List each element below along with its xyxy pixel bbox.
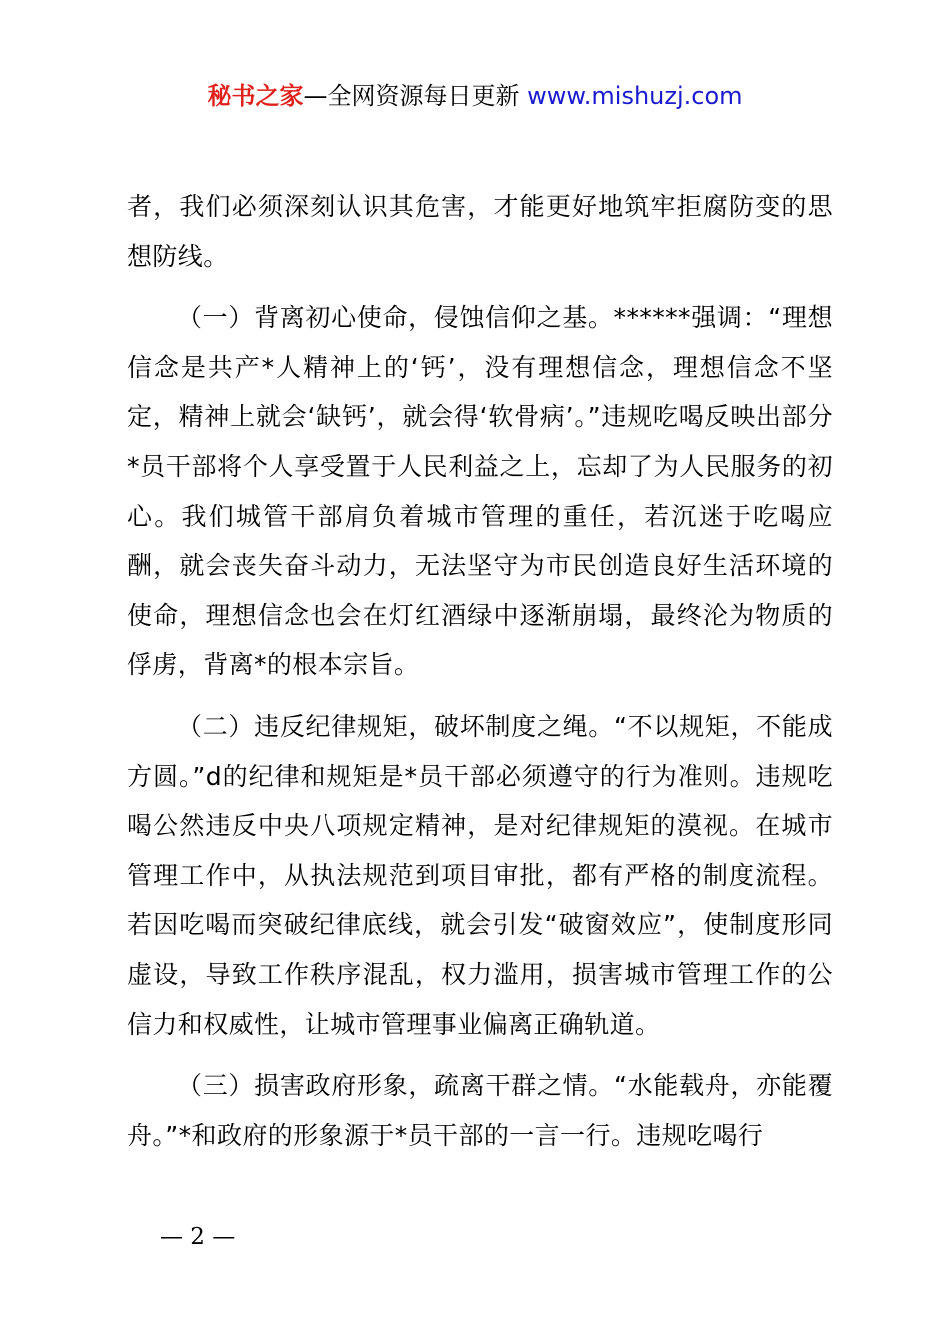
paragraph-section-1: （一）背离初心使命，侵蚀信仰之基。******强调：“理想信念是共产*人精神上的‘钙’，没有理想信念，理想信念不坚定，精神上就会‘缺钙’，就会得‘软骨病’。”违规吃喝反映出部分*员干部将个人享受置于人民利益之上，忘却了为人民服务的初心。我们城管干部肩负着城市管理的重任，若沉迷于吃喝应酬，就会丧失奋斗动力，无法坚守为市民创造良好生活环境的使命，理想信念也会在灯红酒绿中逐渐崩塌，最终沦为物质的俘虏，背离*的根本宗旨。 bbox=[127, 303, 833, 680]
paragraph-section-3: （三）损害政府形象，疏离干群之情。“水能载舟，亦能覆舟。”*和政府的形象源于*员干部的一言一行。违规吃喝行 bbox=[127, 1071, 833, 1150]
site-slogan: —全网资源每日更新 bbox=[303, 82, 520, 110]
paragraph-section-2: （二）违反纪律规矩，破坏制度之绳。“不以规矩，不能成方圆。”d的纪律和规矩是*员干部必须遵守的行为准则。违规吃喝公然违反中央八项规定精神，是对纪律规矩的漠视。在城市管理工作中，从执法规范到项目审批，都有严格的制度流程。若因吃喝而突破纪律底线，就会引发“破窗效应”，使制度形同虚设，导致工作秩序混乱，权力滥用，损害城市管理工作的公信力和权威性，让城市管理事业偏离正确轨道。 bbox=[127, 711, 833, 1039]
site-brand: 秘书之家 bbox=[207, 82, 304, 110]
page-number: — 2 — bbox=[160, 1224, 236, 1250]
site-url-link[interactable]: www.mishuzj.com bbox=[527, 82, 743, 110]
document-body bbox=[127, 182, 833, 1160]
page-header bbox=[0, 80, 950, 112]
paragraph-continuation: 者，我们必须深刻认识其危害，才能更好地筑牢拒腐防变的思想防线。 bbox=[127, 192, 833, 271]
